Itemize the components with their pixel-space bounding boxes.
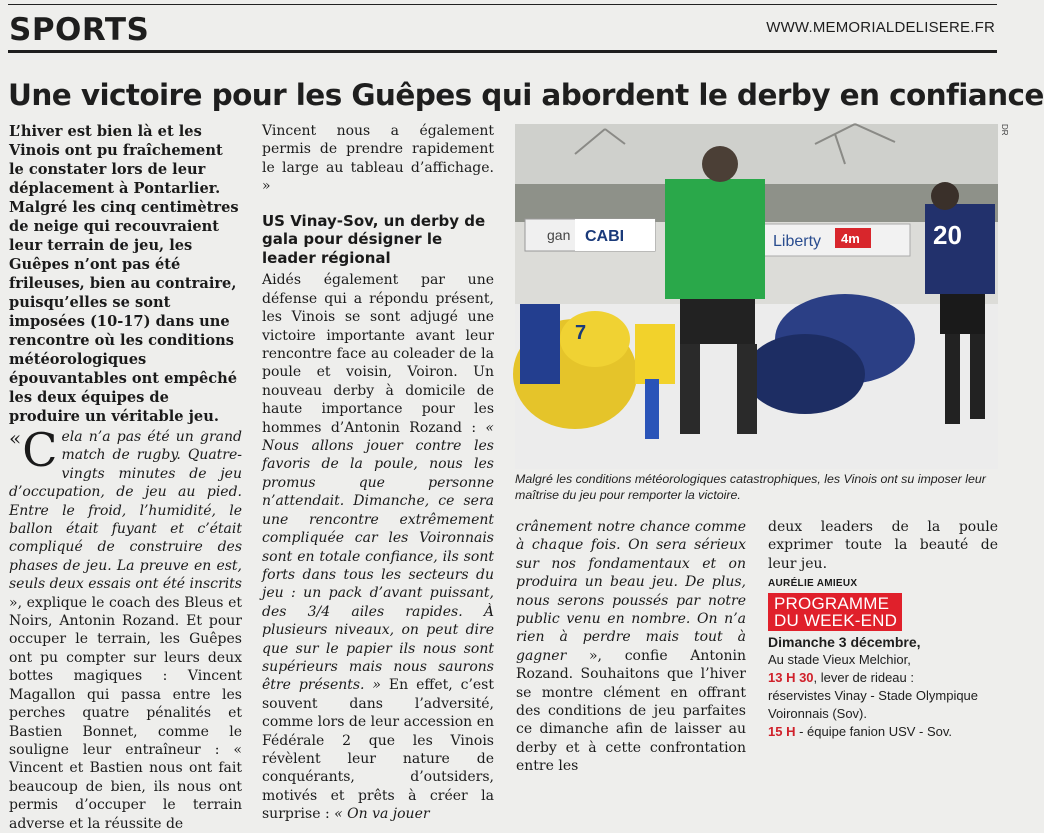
sign-gan: gan <box>547 227 571 243</box>
quote-paragraph <box>9 423 242 833</box>
photo-caption: Malgré les conditions météorologiques catastrophiques, les Vinois ont su imposer leur maîtrise du jeu pour remporter la victoire. <box>515 472 986 502</box>
event-2-time: 15 H <box>768 724 796 739</box>
paragraph-derby <box>262 271 494 823</box>
paragraph-conclusion <box>516 518 746 776</box>
article-lead: L’hiver est bien là et les Vinois ont pu fraîchement le constater lors de leur déplacement à Pontarlier. Malgré les cinq centimètres de neige qui recouvraient leur terrain de jeu, les Guêpes n’ont pas été frileuses, bien au contraire, puisqu’elles se sont imposées (10-17) dans une rencontre où les conditions météorologiques épouvantables ont empêché les deux équipes de produire un véritable jeu. <box>9 123 239 425</box>
photo-credit: DR <box>1000 124 1009 136</box>
programme-title-line-2: DU WEEK-END <box>774 611 898 630</box>
sign-cabi: CABI <box>585 228 625 245</box>
article-column-4 <box>768 518 998 594</box>
author-byline: AURÉLIE AMIEUX <box>768 578 858 590</box>
programme-details <box>768 633 1000 741</box>
event-1-label: , lever de rideau : <box>813 670 914 685</box>
yellow-jersey-number: 7 <box>575 322 587 344</box>
programme-venue: Au stade Vieux Melchior, <box>768 652 911 667</box>
drop-cap: C <box>22 423 58 477</box>
rugby-photo <box>515 124 998 469</box>
closing-quote: crânement notre chance comme à chaque fois. On sera sérieux sur nos fondamentaux et on produira un beau jeu. De plus, nous serons poussés par notre public venu en nombre. On n’a rien à perdre mais tout à gagner <box>516 519 746 664</box>
sign-liberty: Liberty <box>773 233 822 250</box>
programme-event-1-teams: réservistes Vinay - Stade Olympique Voironnais (Sov). <box>768 688 979 721</box>
coach-quote: ela n’a pas été un grand match de rugby. Quatre-vingts minutes de jeu d’occupation, de jeu au pied. Entre le froid, l’humidité, le ballon était fuyant et c’était compliqué de construire des phases de jeu. La preuve en est, seuls deux essais ont été inscrits <box>9 429 242 593</box>
derby-quote: « Nous allons jouer contre les favoris de la poule, nous les promus que personne n’attendait. Dimanche, ce sera une rencontre extrêmement compliquée car les Voironnais sont en totale confiance, ils sont forts dans tous les secteurs du jeu : un pack d’avant puissant, des 3/4 ailes rapides. À plusieurs niveaux, on peut dire que sur le papier ils nous sont supérieurs mais nous saurons être présents. » <box>262 419 494 694</box>
paragraph-continued: Vincent nous a également permis de prendre rapidement le large au tableau d’affichage. » <box>262 123 494 195</box>
derby-middle: En effet, c’est souvent dans l’adversité, comme lors de leur accession en Fédérale 2 que les Vinois révèlent leur nature de conquérants, d’outsiders, motivés et prêts à créer la surprise : <box>262 677 494 823</box>
event-1-time: 13 H 30 <box>768 670 814 685</box>
sign-4m: 4m <box>841 231 860 246</box>
article-column-2 <box>262 122 494 824</box>
header-rule <box>8 50 997 53</box>
event-2-label: - équipe fanion USV - Sov. <box>795 724 953 739</box>
scrum-illustration <box>515 124 998 469</box>
website-link[interactable]: WWW.MEMORIALDELISERE.FR <box>766 19 995 36</box>
derby-quote-continued: « On va jouer <box>334 806 430 823</box>
article-column-1 <box>9 122 242 833</box>
article-headline: Une victoire pour les Guêpes qui abordent le derby en confiance <box>8 78 1044 112</box>
closing-text: », confie Antonin Rozand. Souhaitons que l’hiver se montre clément en offrant des conditions de jeu parfaites ce dimanche afin de laisser au derby et à cette confrontation entre les <box>516 647 746 775</box>
top-rule <box>8 4 997 5</box>
programme-title-line-1: PROGRAMME <box>774 594 890 613</box>
quote-attribution: », explique le coach des Bleus et Noirs, Antonin Rozand. Et pour occuper le terrain, les Guêpes ont pu compter sur leurs deux bottes magiques : Vincent Magallon qui passa entre les perches quatre pénalités et Bastien Bonnet, comme le souligne leur entraîneur : « Vincent et Bastien nous ont fait beaucoup de bien, ils nous ont permis d’occuper le terrain adverse et la réussite de <box>9 594 242 832</box>
programme-event-2 <box>768 723 1000 741</box>
derby-intro: Aidés également par une défense qui a répondu présent, les Vinois se sont adjugé une victoire importante avant leur rencontre face au coleader de la poule et voisin, Voiron. Un nouveau derby à domicile de haute importance pour les hommes d’Antonin Rozand : <box>262 272 494 436</box>
programme-event-1 <box>768 669 1000 687</box>
section-title: SPORTS <box>9 12 150 48</box>
paragraph-final: deux leaders de la poule exprimer toute la beauté de leur jeu. <box>768 519 998 572</box>
programme-title <box>768 593 902 631</box>
article-column-3 <box>516 518 746 776</box>
jersey-number: 20 <box>933 220 962 250</box>
article-subhead: US Vinay-Sov, un derby de gala pour désigner le leader régional <box>262 211 486 267</box>
quote-open-mark: « <box>9 426 22 450</box>
programme-date: Dimanche 3 décembre, <box>768 634 921 650</box>
